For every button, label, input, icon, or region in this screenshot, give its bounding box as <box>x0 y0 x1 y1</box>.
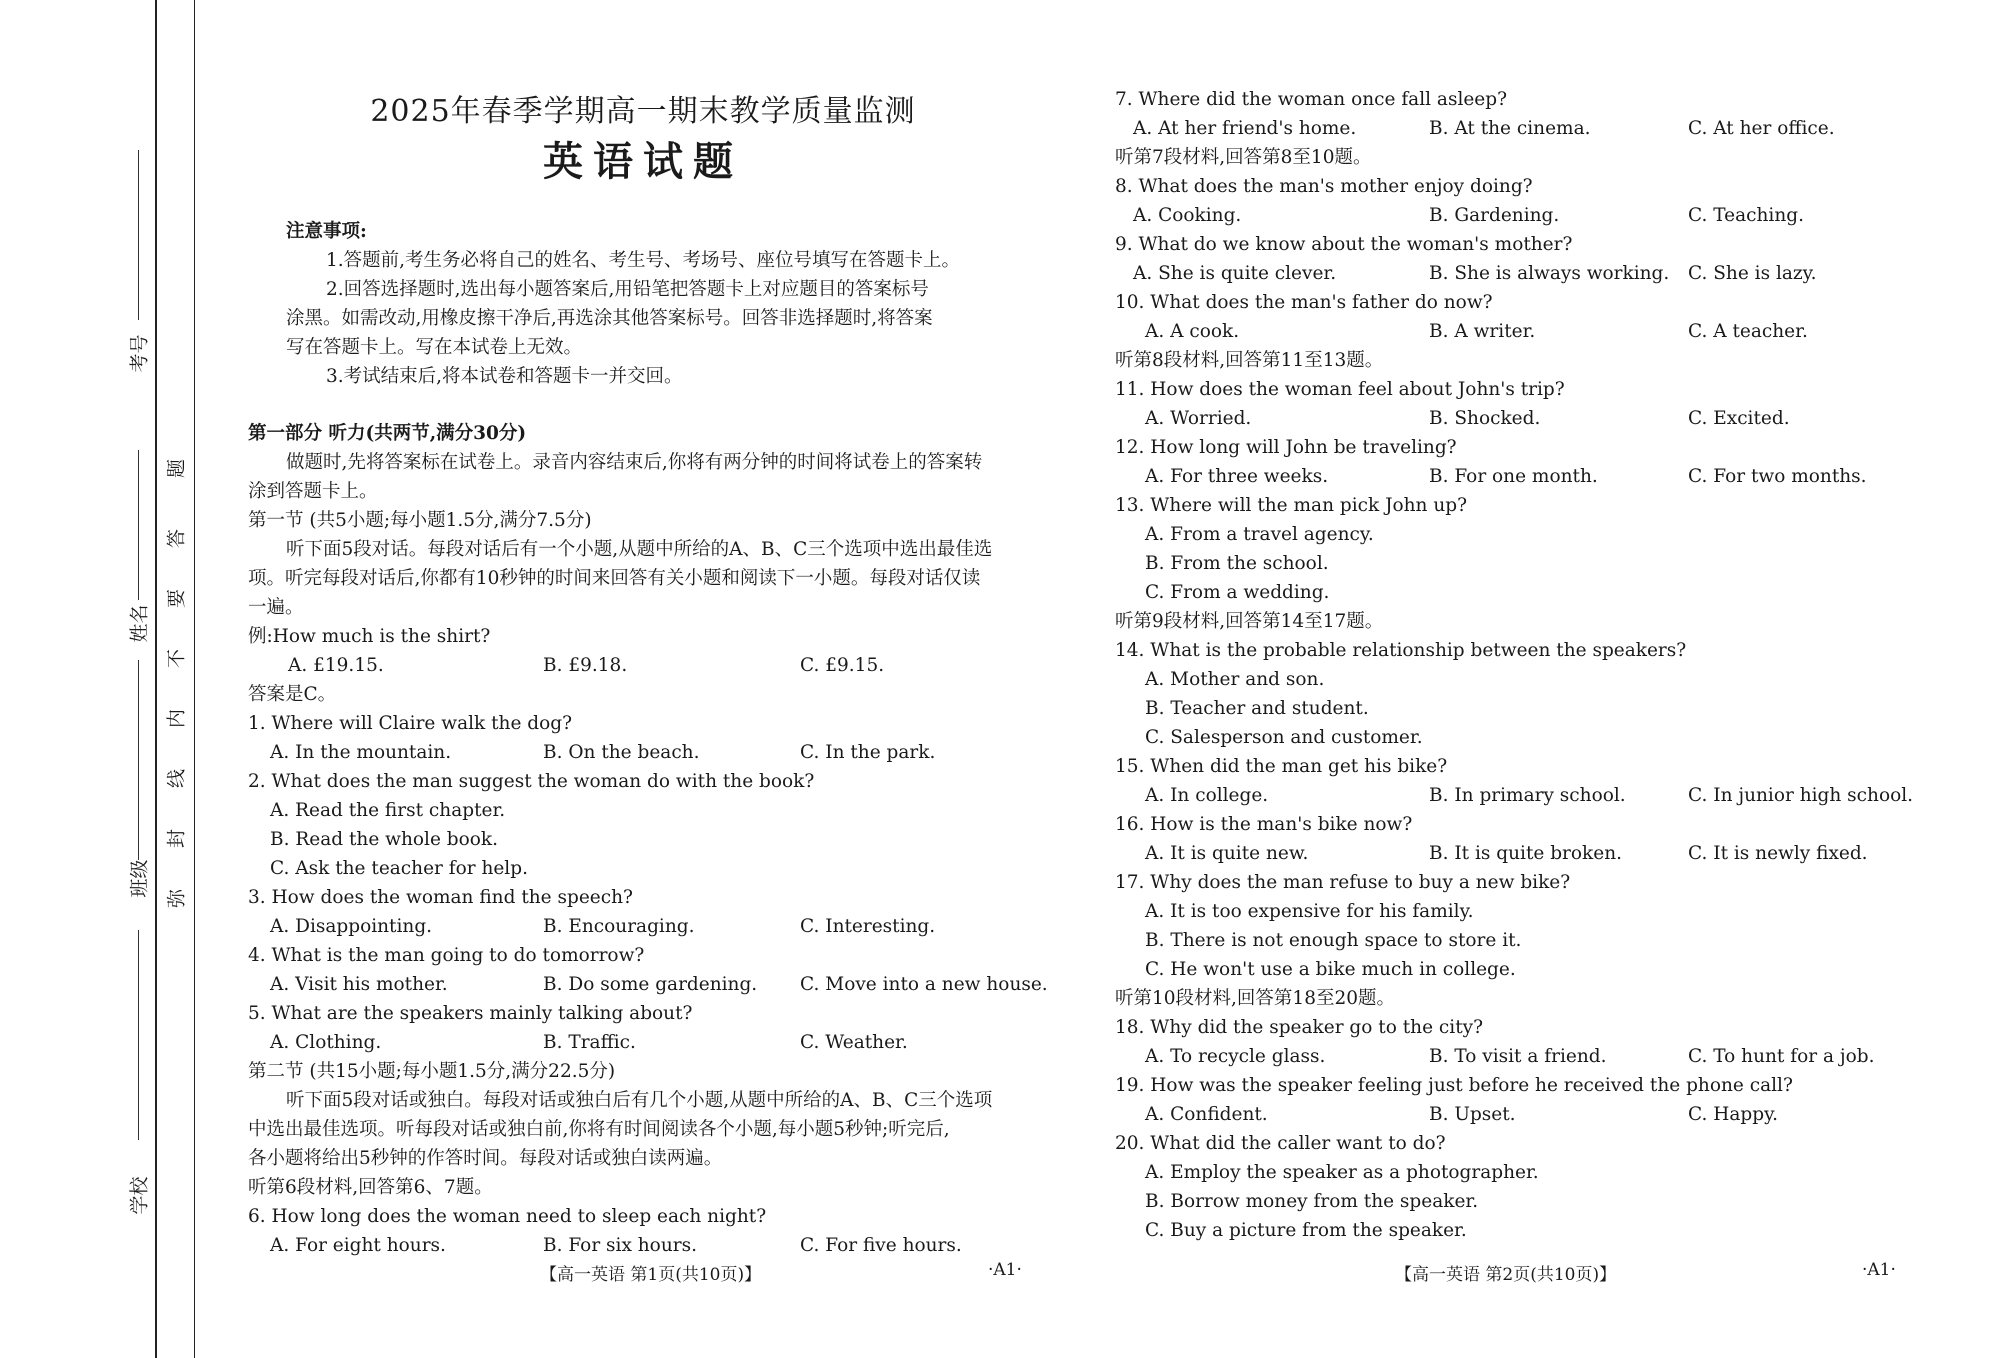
note-item: 3.考试结束后,将本试卷和答题卡一并交回。 <box>326 366 683 387</box>
question: 19. How was the speaker feeling just before he received the phone call? <box>1115 1075 1793 1096</box>
option[interactable]: A. To recycle glass. <box>1145 1046 1326 1067</box>
option[interactable]: B. Shocked. <box>1429 408 1541 429</box>
option[interactable]: B. Teacher and student. <box>1145 698 1369 719</box>
option[interactable]: B. Borrow money from the speaker. <box>1145 1191 1479 1212</box>
seal-char: 不 <box>165 649 188 669</box>
material-prompt: 听第9段材料,回答第14至17题。 <box>1115 611 1384 632</box>
option[interactable]: B. Traffic. <box>543 1032 636 1053</box>
option[interactable]: C. For two months. <box>1688 466 1867 487</box>
option[interactable]: B. From the school. <box>1145 553 1329 574</box>
question: 2. What does the man suggest the woman do with the book? <box>248 771 815 792</box>
option[interactable]: C. In the park. <box>800 742 936 763</box>
option[interactable]: A. Disappointing. <box>270 916 433 937</box>
option[interactable]: B. On the beach. <box>543 742 700 763</box>
seal-char: 题 <box>165 459 188 479</box>
option[interactable]: A. Read the first chapter. <box>270 800 506 821</box>
field-class[interactable] <box>108 660 151 900</box>
option[interactable]: A. From a travel agency. <box>1145 524 1374 545</box>
note-item: 写在答题卡上。写在本试卷上无效。 <box>286 337 583 358</box>
option[interactable]: C. For five hours. <box>800 1235 962 1256</box>
option[interactable]: C. Teaching. <box>1688 205 1804 226</box>
option[interactable]: A. Confident. <box>1145 1104 1268 1125</box>
part1-heading: 第一部分 听力(共两节,满分30分) <box>248 423 527 444</box>
example-answer: 答案是C。 <box>248 684 337 705</box>
option[interactable]: C. She is lazy. <box>1688 263 1817 284</box>
option[interactable]: B. There is not enough space to store it. <box>1145 930 1522 951</box>
option[interactable]: C. Happy. <box>1688 1104 1778 1125</box>
option[interactable]: A. In college. <box>1145 785 1269 806</box>
question: 14. What is the probable relationship between the speakers? <box>1115 640 1687 661</box>
question: 5. What are the speakers mainly talking about? <box>248 1003 693 1024</box>
option[interactable]: C. Move into a new house. <box>800 974 1048 995</box>
field-label: 姓名 <box>128 604 151 643</box>
question: 16. How is the man's bike now? <box>1115 814 1413 835</box>
section1-intro: 项。听完每段对话后,你都有10秒钟的时间来回答有关小题和阅读下一小题。每段对话仅读 <box>248 568 981 589</box>
option[interactable]: B. £9.18. <box>543 655 628 676</box>
option[interactable]: C. In junior high school. <box>1688 785 1914 806</box>
option[interactable]: A. Mother and son. <box>1145 669 1325 690</box>
question: 17. Why does the man refuse to buy a new bike? <box>1115 872 1571 893</box>
option[interactable]: B. In primary school. <box>1429 785 1626 806</box>
option[interactable]: C. Interesting. <box>800 916 936 937</box>
exam-subject: 英语试题 <box>543 138 743 185</box>
page-code: ·A1· <box>988 1260 1022 1280</box>
option[interactable]: A. A cook. <box>1145 321 1240 342</box>
seal-char: 要 <box>165 589 188 609</box>
question: 9. What do we know about the woman's mother? <box>1115 234 1573 255</box>
option[interactable]: A. For eight hours. <box>270 1235 446 1256</box>
question: 4. What is the man going to do tomorrow? <box>248 945 645 966</box>
field-label: 考号 <box>128 334 151 373</box>
material-prompt: 听第6段材料,回答第6、7题。 <box>248 1177 493 1198</box>
section1-heading: 第一节 (共5小题;每小题1.5分,满分7.5分) <box>248 510 592 531</box>
option[interactable]: C. To hunt for a job. <box>1688 1046 1875 1067</box>
field-exam-number[interactable] <box>108 150 151 373</box>
question: 13. Where will the man pick John up? <box>1115 495 1468 516</box>
exam-title: 2025年春季学期高一期末教学质量监测 <box>370 94 916 129</box>
binding-line <box>155 0 157 1358</box>
option[interactable]: A. Cooking. <box>1133 205 1242 226</box>
example-question: 例:How much is the shirt? <box>248 626 491 647</box>
field-name[interactable] <box>108 450 151 670</box>
part1-intro: 做题时,先将答案标在试卷上。录音内容结束后,你将有两分钟的时间将试卷上的答案转 <box>286 452 983 473</box>
option[interactable]: C. A teacher. <box>1688 321 1808 342</box>
option[interactable]: A. Visit his mother. <box>270 974 448 995</box>
note-item: 1.答题前,考生务必将自己的姓名、考生号、考场号、座位号填写在答题卡上。 <box>326 250 961 271</box>
section2-intro: 各小题将给出5秒钟的作答时间。每段对话或独白读两遍。 <box>248 1148 723 1169</box>
option[interactable]: C. It is newly fixed. <box>1688 843 1868 864</box>
option[interactable]: B. She is always working. <box>1429 263 1670 284</box>
note-item: 涂黑。如需改动,用橡皮擦干净后,再选涂其他答案标号。回答非选择题时,将答案 <box>286 308 933 329</box>
option[interactable]: C. Weather. <box>800 1032 908 1053</box>
option[interactable]: A. She is quite clever. <box>1133 263 1337 284</box>
option[interactable]: C. Salesperson and customer. <box>1145 727 1423 748</box>
option[interactable]: B. For one month. <box>1429 466 1598 487</box>
field-school[interactable] <box>108 930 151 1215</box>
section2-intro: 听下面5段对话或独白。每段对话或独白后有几个小题,从题中所给的A、B、C三个选项 <box>286 1090 993 1111</box>
option[interactable]: B. A writer. <box>1429 321 1536 342</box>
option[interactable]: B. Encouraging. <box>543 916 695 937</box>
option[interactable]: A. In the mountain. <box>270 742 452 763</box>
section1-intro: 听下面5段对话。每段对话后有一个小题,从题中所给的A、B、C三个选项中选出最佳选 <box>286 539 993 560</box>
seal-char: 答 <box>165 529 188 549</box>
material-prompt: 听第8段材料,回答第11至13题。 <box>1115 350 1384 371</box>
option[interactable]: C. Buy a picture from the speaker. <box>1145 1220 1467 1241</box>
option[interactable]: B. Gardening. <box>1429 205 1560 226</box>
option[interactable]: C. From a wedding. <box>1145 582 1330 603</box>
question: 12. How long will John be traveling? <box>1115 437 1457 458</box>
question: 7. Where did the woman once fall asleep? <box>1115 89 1508 110</box>
option[interactable]: B. It is quite broken. <box>1429 843 1622 864</box>
option[interactable]: A. It is quite new. <box>1145 843 1309 864</box>
notes-heading: 注意事项: <box>286 221 367 242</box>
section1-intro: 一遍。 <box>248 597 304 618</box>
option[interactable]: B. Upset. <box>1429 1104 1516 1125</box>
question: 20. What did the caller want to do? <box>1115 1133 1446 1154</box>
option[interactable]: A. For three weeks. <box>1145 466 1329 487</box>
option[interactable]: B. For six hours. <box>543 1235 697 1256</box>
part1-intro: 涂到答题卡上。 <box>248 481 378 502</box>
field-label: 班级 <box>128 859 151 898</box>
question: 18. Why did the speaker go to the city? <box>1115 1017 1483 1038</box>
option[interactable]: C. £9.15. <box>800 655 885 676</box>
option[interactable]: C. He won't use a bike much in college. <box>1145 959 1516 980</box>
section2-heading: 第二节 (共15小题;每小题1.5分,满分22.5分) <box>248 1061 616 1082</box>
binding-line-inner <box>194 0 195 1358</box>
option[interactable]: A. At her friend's home. <box>1133 118 1357 139</box>
option[interactable]: B. Read the whole book. <box>270 829 499 850</box>
option[interactable]: A. Worried. <box>1145 408 1252 429</box>
note-item: 2.回答选择题时,选出每小题答案后,用铅笔把答题卡上对应题目的答案标号 <box>326 279 929 300</box>
option[interactable]: A. It is too expensive for his family. <box>1145 901 1474 922</box>
question: 15. When did the man get his bike? <box>1115 756 1448 777</box>
seal-char: 内 <box>165 709 188 729</box>
binding-strip <box>0 0 200 1358</box>
option[interactable]: B. At the cinema. <box>1429 118 1591 139</box>
option[interactable]: B. Do some gardening. <box>543 974 758 995</box>
option[interactable]: C. Excited. <box>1688 408 1790 429</box>
option[interactable]: C. Ask the teacher for help. <box>270 858 528 879</box>
question: 10. What does the man's father do now? <box>1115 292 1493 313</box>
option[interactable]: A. Clothing. <box>270 1032 382 1053</box>
seal-char: 封 <box>165 829 188 849</box>
question: 8. What does the man's mother enjoy doing? <box>1115 176 1533 197</box>
page-footer: 【高一英语 第2页(共10页)】 <box>1395 1265 1617 1285</box>
seal-char: 弥 <box>165 889 188 909</box>
question: 6. How long does the woman need to sleep each night? <box>248 1206 767 1227</box>
seal-char: 线 <box>165 769 188 789</box>
field-label: 学校 <box>128 1176 151 1215</box>
option[interactable]: C. At her office. <box>1688 118 1835 139</box>
question: 11. How does the woman feel about John's trip? <box>1115 379 1565 400</box>
option[interactable]: A. £19.15. <box>288 655 384 676</box>
question: 3. How does the woman find the speech? <box>248 887 633 908</box>
question: 1. Where will Claire walk the dog? <box>248 713 573 734</box>
page-footer: 【高一英语 第1页(共10页)】 <box>540 1265 762 1285</box>
option[interactable]: B. To visit a friend. <box>1429 1046 1607 1067</box>
option[interactable]: A. Employ the speaker as a photographer. <box>1145 1162 1539 1183</box>
section2-intro: 中选出最佳选项。听每段对话或独白前,你将有时间阅读各个小题,每小题5秒钟;听完后, <box>248 1119 950 1140</box>
material-prompt: 听第7段材料,回答第8至10题。 <box>1115 147 1372 168</box>
page-code: ·A1· <box>1862 1260 1896 1280</box>
material-prompt: 听第10段材料,回答第18至20题。 <box>1115 988 1396 1009</box>
